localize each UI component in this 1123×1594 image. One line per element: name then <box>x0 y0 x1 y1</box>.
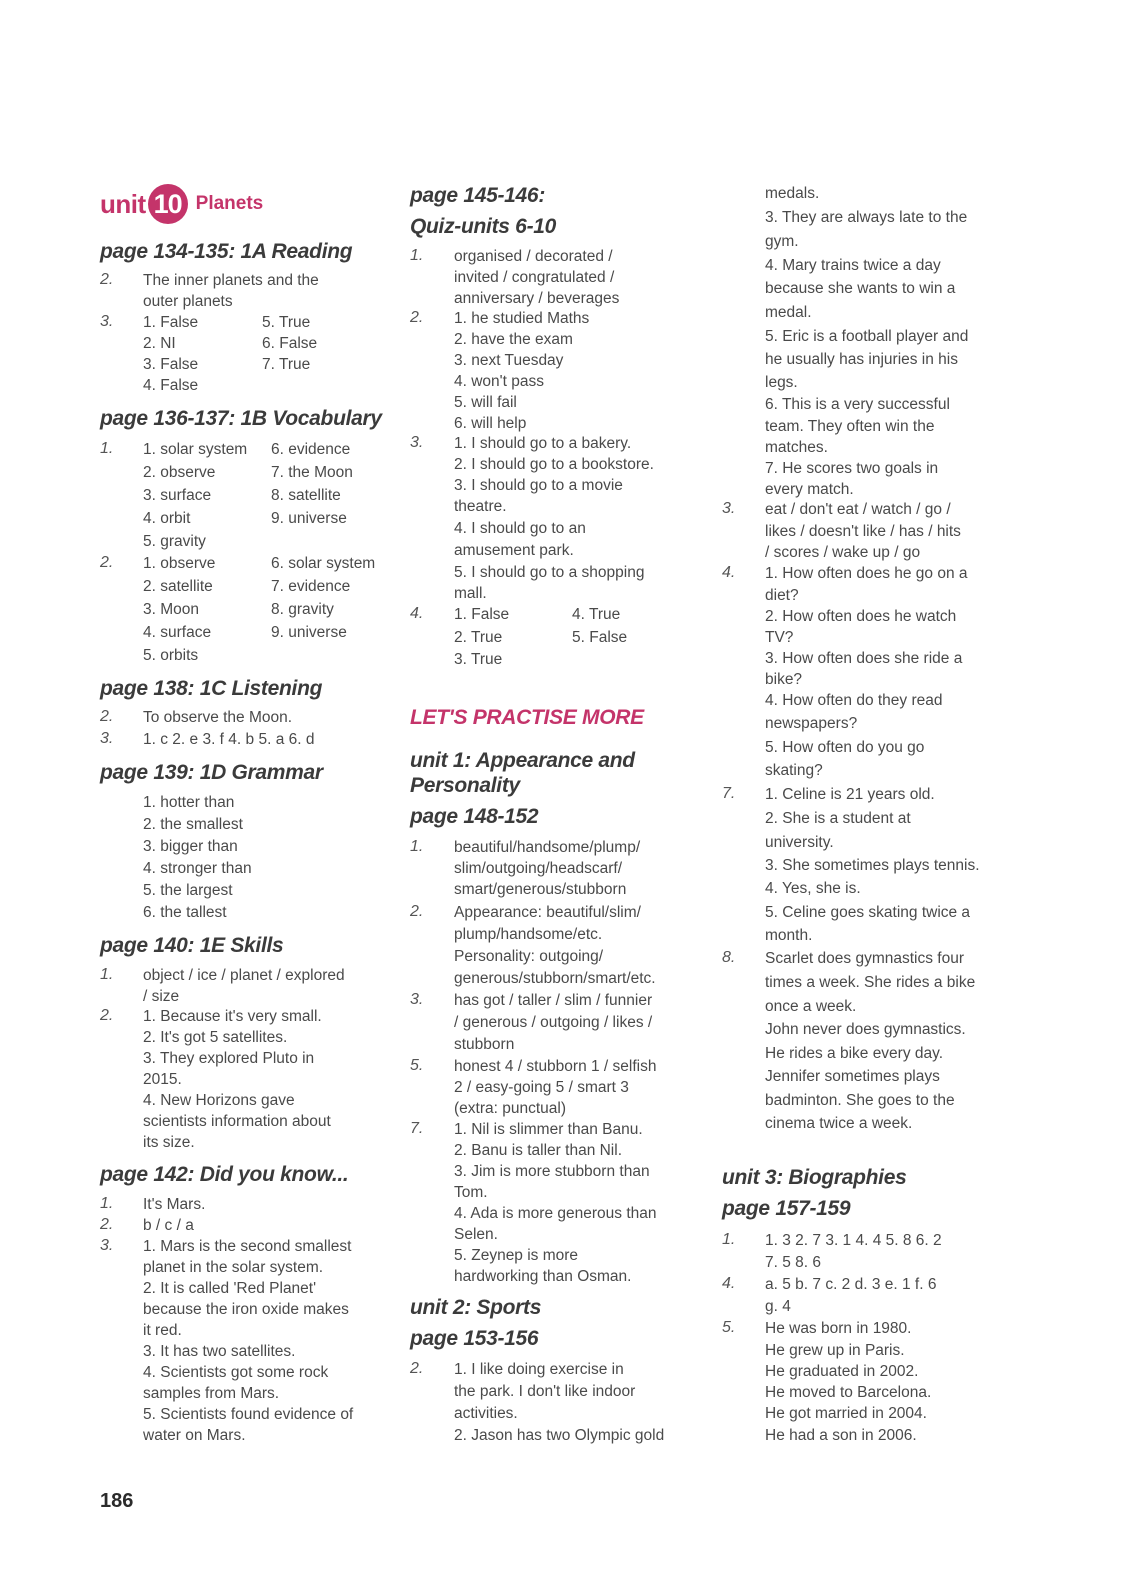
answer-line: 2. I should go to a bookstore. <box>454 456 654 473</box>
answer-line: 4. won't pass <box>454 373 544 390</box>
item-number: 3. <box>100 1237 114 1254</box>
answer-line: It's Mars. <box>143 1196 206 1213</box>
answer-line: 3. Jim is more stubborn than <box>454 1163 650 1180</box>
answer-line: 6. evidence <box>271 441 351 458</box>
answer-line: legs. <box>765 374 798 391</box>
answer-line: 1. hotter than <box>143 794 235 811</box>
answer-line: 4. New Horizons gave <box>143 1092 295 1109</box>
answer-line: TV? <box>765 629 794 646</box>
item-number: 3. <box>100 730 114 747</box>
answer-line: 1. observe <box>143 555 216 572</box>
answer-line: badminton. She goes to the <box>765 1092 955 1109</box>
answer-line: 1. Because it's very small. <box>143 1008 322 1025</box>
item-number: 1. <box>100 966 114 983</box>
answer-line: skating? <box>765 762 823 779</box>
page-heading-157-159: page 157-159 <box>722 1197 851 1220</box>
answer-line: 1. Nil is slimmer than Banu. <box>454 1121 643 1138</box>
answer-line: 3. It has two satellites. <box>143 1343 296 1360</box>
answer-line: samples from Mars. <box>143 1385 280 1402</box>
item-number: 5. <box>410 1057 424 1074</box>
answer-line: 4. How often do they read <box>765 692 943 709</box>
answer-line: 3. surface <box>143 487 212 504</box>
answer-line: (extra: punctual) <box>454 1100 566 1117</box>
answer-line: outer planets <box>143 293 233 310</box>
answer-line: John never does gymnastics. <box>765 1021 966 1038</box>
answer-line: 2. NI <box>143 335 176 352</box>
item-number: 3. <box>722 500 736 517</box>
section-heading-quiz: Quiz-units 6-10 <box>410 215 557 238</box>
answer-line: / size <box>143 988 180 1005</box>
answer-line: month. <box>765 927 813 944</box>
answer-line: 1. False <box>143 314 199 331</box>
item-number: 2. <box>100 554 114 571</box>
answer-line: 1. Celine is 21 years old. <box>765 786 935 803</box>
unit-number-badge: 10 <box>148 184 188 224</box>
answer-line: because she wants to win a <box>765 280 956 297</box>
answer-line: 5. How often do you go <box>765 739 925 756</box>
answer-line: amusement park. <box>454 542 574 559</box>
page-heading-148-152: page 148-152 <box>410 805 539 828</box>
answer-line: 5. I should go to a shopping <box>454 564 645 581</box>
unit-heading-personality: Personality <box>410 774 520 797</box>
answer-line: 2. have the exam <box>454 331 573 348</box>
answer-line: 2. True <box>454 629 503 646</box>
item-number: 2. <box>100 1216 114 1233</box>
answer-line: 2. She is a student at <box>765 810 911 827</box>
item-number: 2. <box>100 1007 114 1024</box>
answer-line: 1. he studied Maths <box>454 310 590 327</box>
answer-line: 7. 5 8. 6 <box>765 1254 822 1271</box>
section-heading-lets-practise-more: LET'S PRACTISE MORE <box>410 706 644 729</box>
item-number: 4. <box>410 605 424 622</box>
answer-line: honest 4 / stubborn 1 / selfish <box>454 1058 657 1075</box>
answer-line: eat / don't eat / watch / go / <box>765 501 951 518</box>
answer-line: He graduated in 2002. <box>765 1363 919 1380</box>
answer-line: likes / doesn't like / has / hits <box>765 523 961 540</box>
answer-line: 4. orbit <box>143 510 191 527</box>
answer-line: 5. Zeynep is more <box>454 1247 579 1264</box>
answer-line: 5. gravity <box>143 533 206 550</box>
answer-line: object / ice / planet / explored <box>143 967 345 984</box>
answer-line: 4. stronger than <box>143 860 252 877</box>
answer-line: 4. True <box>572 606 621 623</box>
item-number: 7. <box>410 1120 424 1137</box>
answer-line: 5. Eric is a football player and <box>765 328 969 345</box>
item-number: 2. <box>100 708 114 725</box>
answer-line: 2. How often does he watch <box>765 608 957 625</box>
answer-line: 2015. <box>143 1071 182 1088</box>
answer-line: 1. 3 2. 7 3. 1 4. 4 5. 8 6. 2 <box>765 1232 942 1249</box>
answer-line: theatre. <box>454 498 507 515</box>
section-heading-1e-skills: page 140: 1E Skills <box>100 934 284 957</box>
item-number: 8. <box>722 949 736 966</box>
answer-line: 2. Jason has two Olympic gold <box>454 1427 665 1444</box>
answer-line: 4. Yes, she is. <box>765 880 861 897</box>
answer-line: 6. solar system <box>271 555 376 572</box>
answer-line: 3. False <box>143 356 199 373</box>
answer-line: scientists information about <box>143 1113 331 1130</box>
answer-line: 4. Ada is more generous than <box>454 1205 657 1222</box>
answer-line: university. <box>765 834 834 851</box>
item-number: 2. <box>410 903 424 920</box>
item-number: 2. <box>100 271 114 288</box>
item-number: 3. <box>410 991 424 1008</box>
answer-line: bike? <box>765 671 803 688</box>
answer-line: 4. Scientists got some rock <box>143 1364 329 1381</box>
item-number: 1. <box>722 1231 736 1248</box>
section-heading-did-you-know: page 142: Did you know... <box>100 1163 349 1186</box>
answer-line: 2. satellite <box>143 578 213 595</box>
answer-line: water on Mars. <box>143 1427 246 1444</box>
answer-line: 2. the smallest <box>143 816 243 833</box>
section-heading-quiz-pages: page 145-146: <box>410 184 546 207</box>
answer-line: times a week. She rides a bike <box>765 974 976 991</box>
answer-line: To observe the Moon. <box>143 709 293 726</box>
answer-line: gym. <box>765 233 799 250</box>
answer-line: 2. It's got 5 satellites. <box>143 1029 288 1046</box>
answer-line: 6. will help <box>454 415 527 432</box>
answer-line: 5. will fail <box>454 394 517 411</box>
answer-line: He grew up in Paris. <box>765 1342 905 1359</box>
answer-line: 7. True <box>262 356 311 373</box>
answer-line: because the iron oxide makes <box>143 1301 349 1318</box>
answer-line: beautiful/handsome/plump/ <box>454 839 641 856</box>
answer-line: 6. the tallest <box>143 904 227 921</box>
item-number: 5. <box>722 1319 736 1336</box>
answer-line: 1. False <box>454 606 510 623</box>
answer-line: 7. evidence <box>271 578 351 595</box>
answer-line: 1. I like doing exercise in <box>454 1361 624 1378</box>
answer-line: anniversary / beverages <box>454 290 620 307</box>
answer-line: 8. satellite <box>271 487 341 504</box>
answer-line: 5. Celine goes skating twice a <box>765 904 971 921</box>
answer-line: a. 5 b. 7 c. 2 d. 3 e. 1 f. 6 <box>765 1276 937 1293</box>
answer-line: diet? <box>765 587 799 604</box>
unit-label: unit <box>100 188 146 219</box>
answer-line: activities. <box>454 1405 518 1422</box>
answer-line: the park. I don't like indoor <box>454 1383 636 1400</box>
answer-line: 5. Scientists found evidence of <box>143 1406 354 1423</box>
answer-line: stubborn <box>454 1036 515 1053</box>
answer-line: 1. How often does he go on a <box>765 565 968 582</box>
item-number: 4. <box>722 1275 736 1292</box>
answer-line: b / c / a <box>143 1217 194 1234</box>
answer-line: 1. Mars is the second smallest <box>143 1238 352 1255</box>
item-number: 4. <box>722 564 736 581</box>
answer-line: smart/generous/stubborn <box>454 881 627 898</box>
answer-line: 1. solar system <box>143 441 248 458</box>
answer-line: team. They often win the <box>765 418 935 435</box>
answer-line: 1. c 2. e 3. f 4. b 5. a 6. d <box>143 731 315 748</box>
answer-line: 2. It is called 'Red Planet' <box>143 1280 317 1297</box>
answer-line: every match. <box>765 481 854 498</box>
answer-line: 3. They explored Pluto in <box>143 1050 315 1067</box>
item-number: 1. <box>100 1195 114 1212</box>
answer-line: 8. gravity <box>271 601 334 618</box>
answer-line: invited / congratulated / <box>454 269 615 286</box>
item-number: 2. <box>410 309 424 326</box>
answer-line: 1. I should go to a bakery. <box>454 435 632 452</box>
answer-line: Personality: outgoing/ <box>454 948 604 965</box>
answer-line: He rides a bike every day. <box>765 1045 944 1062</box>
answer-line: 6. False <box>262 335 318 352</box>
answer-line: 2 / easy-going 5 / smart 3 <box>454 1079 629 1096</box>
answer-line: Appearance: beautiful/slim/ <box>454 904 641 921</box>
answer-line: Scarlet does gymnastics four <box>765 950 965 967</box>
answer-line: 5. the largest <box>143 882 233 899</box>
answer-line: 3. How often does she ride a <box>765 650 963 667</box>
answer-line: organised / decorated / <box>454 248 613 265</box>
unit-heading-sports: unit 2: Sports <box>410 1296 542 1319</box>
answer-line: 5. True <box>262 314 311 331</box>
unit-heading-appearance: unit 1: Appearance and <box>410 749 635 772</box>
answer-line: cinema twice a week. <box>765 1115 913 1132</box>
page-number: 186 <box>100 1490 134 1512</box>
answer-line: newspapers? <box>765 715 858 732</box>
answer-line: mall. <box>454 585 487 602</box>
answer-line: Tom. <box>454 1184 488 1201</box>
answer-line: Jennifer sometimes plays <box>765 1068 940 1085</box>
answer-line: 3. bigger than <box>143 838 238 855</box>
answer-line: / scores / wake up / go <box>765 544 921 561</box>
answer-line: 3. True <box>454 651 503 668</box>
answer-line: generous/stubborn/smart/etc. <box>454 970 656 987</box>
answer-line: 7. the Moon <box>271 464 353 481</box>
section-heading-1a-reading: page 134-135: 1A Reading <box>100 240 353 263</box>
answer-line: 3. next Tuesday <box>454 352 564 369</box>
answer-line: 2. Banu is taller than Nil. <box>454 1142 623 1159</box>
answer-line: hardworking than Osman. <box>454 1268 632 1285</box>
item-number: 3. <box>100 313 114 330</box>
answer-line: 2. observe <box>143 464 216 481</box>
answer-line: has got / taller / slim / funnier <box>454 992 653 1009</box>
unit-heading-biographies: unit 3: Biographies <box>722 1166 907 1189</box>
answer-line: planet in the solar system. <box>143 1259 324 1276</box>
unit-header <box>100 184 263 224</box>
answer-line: The inner planets and the <box>143 272 319 289</box>
answer-line: He got married in 2004. <box>765 1405 927 1422</box>
item-number: 1. <box>410 838 424 855</box>
answer-line: 3. She sometimes plays tennis. <box>765 857 980 874</box>
answer-line: 4. False <box>143 377 199 394</box>
answer-line: 5. orbits <box>143 647 199 664</box>
answer-line: 5. False <box>572 629 628 646</box>
item-number: 1. <box>410 247 424 264</box>
item-number: 7. <box>722 785 736 802</box>
answer-line: He was born in 1980. <box>765 1320 912 1337</box>
unit-title: Planets <box>195 193 264 214</box>
answer-line: 7. He scores two goals in <box>765 460 939 477</box>
answer-line: slim/outgoing/headscarf/ <box>454 860 623 877</box>
answer-line: g. 4 <box>765 1298 791 1315</box>
answer-line: 4. I should go to an <box>454 520 586 537</box>
item-number: 1. <box>100 440 114 457</box>
answer-line: once a week. <box>765 998 857 1015</box>
answer-line: / generous / outgoing / likes / <box>454 1014 653 1031</box>
answer-line: he usually has injuries in his <box>765 351 958 368</box>
answer-line: 9. universe <box>271 624 347 641</box>
page-heading-153-156: page 153-156 <box>410 1327 539 1350</box>
answer-line: 6. This is a very successful <box>765 396 950 413</box>
answer-line: 3. I should go to a movie <box>454 477 623 494</box>
answer-line: medal. <box>765 304 812 321</box>
item-number: 2. <box>410 1360 424 1377</box>
answer-line: 3. Moon <box>143 601 200 618</box>
answer-line: matches. <box>765 439 828 456</box>
answer-line: medals. <box>765 185 820 202</box>
answer-line: plump/handsome/etc. <box>454 926 603 943</box>
answer-line: 4. Mary trains twice a day <box>765 257 941 274</box>
answer-line: He had a son in 2006. <box>765 1427 917 1444</box>
answer-line: it red. <box>143 1322 182 1339</box>
answer-line: 4. surface <box>143 624 212 641</box>
answer-line: its size. <box>143 1134 195 1151</box>
section-heading-1d-grammar: page 139: 1D Grammar <box>100 761 323 784</box>
section-heading-1c-listening: page 138: 1C Listening <box>100 677 323 700</box>
section-heading-1b-vocabulary: page 136-137: 1B Vocabulary <box>100 407 382 430</box>
answer-line: Selen. <box>454 1226 498 1243</box>
item-number: 3. <box>410 434 424 451</box>
answer-line: He moved to Barcelona. <box>765 1384 932 1401</box>
answer-line: 3. They are always late to the <box>765 209 968 226</box>
answer-line: 9. universe <box>271 510 347 527</box>
